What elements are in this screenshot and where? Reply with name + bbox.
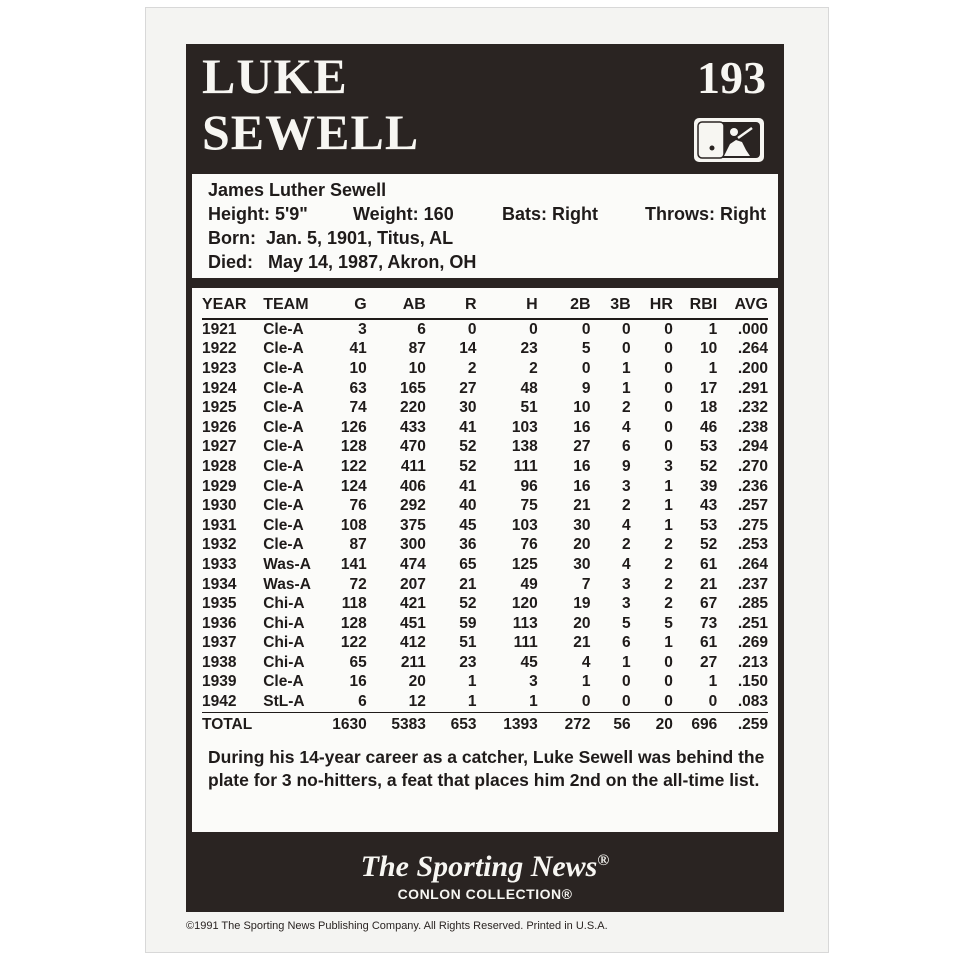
- stat-cell-hr: 0: [664, 340, 673, 358]
- stat-cell-avg: .294: [737, 438, 768, 456]
- stat-cell-team: Cle-A: [263, 399, 304, 417]
- stat-cell-2b: 20: [573, 536, 591, 554]
- full-name: James Luther Sewell: [208, 180, 387, 200]
- stat-cell-year: 1925: [202, 399, 237, 417]
- stat-cell-ab: 470: [399, 438, 426, 456]
- stat-cell-avg: .150: [737, 673, 768, 691]
- stat-cell-year: 1939: [202, 673, 237, 691]
- stat-cell-ab: 165: [399, 379, 426, 397]
- stat-cell-2b: 5: [581, 340, 591, 358]
- stat-cell-2b: 0: [581, 320, 591, 338]
- stat-cell-2b: 16: [573, 457, 591, 475]
- stat-cell-3b: 5: [622, 614, 631, 632]
- stat-cell-3b: 56: [591, 712, 631, 737]
- stat-cell-year: 1928: [202, 457, 237, 475]
- stat-cell-r: 14: [459, 340, 477, 358]
- stat-cell-r: 51: [459, 634, 477, 652]
- stat-cell-3b: 6: [622, 634, 631, 652]
- stat-cell-rbi: 10: [699, 340, 718, 358]
- stat-cell-avg: .275: [737, 516, 768, 534]
- stat-cell-r: 1: [467, 673, 477, 691]
- stat-cell-3b: 4: [622, 418, 631, 436]
- stat-cell-avg: .238: [737, 418, 768, 436]
- stat-cell-2b: 27: [573, 438, 591, 456]
- column-header-hr: HR: [631, 292, 673, 319]
- stat-cell-rbi: 39: [699, 477, 718, 495]
- stat-cell-h: 111: [513, 634, 538, 652]
- stat-cell-g: 87: [349, 536, 367, 554]
- stat-cell-avg: .200: [737, 359, 768, 377]
- stat-cell-g: 3: [358, 320, 367, 338]
- stat-cell-rbi: 17: [699, 379, 718, 397]
- stat-cell-avg: .291: [737, 379, 768, 397]
- stat-cell-rbi: 1: [708, 673, 718, 691]
- season-row: [202, 614, 768, 634]
- career-blurb: During his 14-year career as a catcher, Luke Sewell was behind the plate for 3 no-hitters, a feat that places him 2nd on the all-time list.: [208, 747, 765, 790]
- column-header-2b: 2B: [538, 292, 591, 319]
- stat-cell-hr: 0: [664, 438, 673, 456]
- stat-cell-h: 0: [529, 320, 538, 338]
- stat-cell-2b: 0: [581, 693, 591, 711]
- stat-cell-year: 1922: [202, 340, 237, 358]
- season-row: [202, 477, 768, 497]
- totals-row: [202, 712, 768, 737]
- stat-cell-year: 1927: [202, 438, 237, 456]
- stat-cell-2b: 21: [573, 634, 591, 652]
- stat-cell-r: 1: [467, 693, 477, 711]
- player-last-name: SEWELL: [202, 104, 420, 160]
- stat-cell-h: 49: [520, 575, 538, 593]
- stat-cell-g: 63: [349, 379, 367, 397]
- stat-cell-h: 1: [529, 693, 538, 711]
- stat-cell-3b: 3: [622, 595, 631, 613]
- season-row: [202, 319, 768, 340]
- brand-text: The Sporting News: [360, 850, 598, 883]
- stat-cell-year: 1933: [202, 555, 237, 573]
- stat-cell-3b: 0: [622, 693, 631, 711]
- conlon-collection-text: CONLON COLLECTION®: [397, 886, 573, 902]
- stat-cell-hr: 2: [664, 555, 673, 573]
- stat-cell-r: 52: [459, 595, 477, 613]
- height-text: Height: 5'9": [208, 204, 308, 224]
- stat-cell-team: Cle-A: [263, 438, 304, 456]
- stat-cell-ab: 12: [408, 693, 426, 711]
- stat-cell-3b: 0: [622, 673, 631, 691]
- stat-cell-rbi: 53: [699, 516, 718, 534]
- stat-cell-hr: 0: [664, 653, 673, 671]
- stat-cell-team: Cle-A: [263, 340, 304, 358]
- season-row: [202, 398, 768, 418]
- stat-cell-2b: 10: [573, 399, 591, 417]
- stat-cell-avg: .083: [737, 693, 768, 711]
- season-row: [202, 555, 768, 575]
- stat-cell-hr: 2: [664, 536, 673, 554]
- stat-cell-year: 1932: [202, 536, 237, 554]
- stat-cell-year: 1942: [202, 693, 237, 711]
- stat-cell-rbi: 46: [699, 418, 718, 436]
- stat-cell-3b: 9: [622, 457, 631, 475]
- stat-cell-r: 30: [459, 399, 477, 417]
- measurements-row: [208, 204, 766, 225]
- stat-cell-year: 1921: [202, 320, 237, 338]
- stat-cell-2b: 272: [538, 712, 591, 737]
- stat-cell-2b: 21: [573, 497, 591, 515]
- stat-cell-ab: 10: [408, 359, 426, 377]
- career-stats-table: [202, 292, 768, 737]
- stat-cell-team: Chi-A: [263, 595, 305, 613]
- stat-cell-g: 1630: [324, 712, 366, 737]
- stat-cell-3b: 2: [622, 536, 631, 554]
- stat-cell-h: 76: [520, 536, 538, 554]
- stat-cell-r: 41: [459, 477, 477, 495]
- season-row: [202, 653, 768, 673]
- stat-cell-avg: .264: [737, 555, 768, 573]
- stat-cell-h: 48: [520, 379, 538, 397]
- stat-cell-g: 10: [349, 359, 367, 377]
- stat-cell-ab: 474: [399, 555, 426, 573]
- throws-text: Throws: Right: [645, 204, 767, 224]
- stat-cell-r: 41: [459, 418, 477, 436]
- stat-cell-h: 23: [520, 340, 538, 358]
- stat-cell-2b: 30: [573, 555, 591, 573]
- stat-cell-3b: 4: [622, 516, 631, 534]
- column-header-rbi: RBI: [673, 292, 717, 319]
- stat-cell-h: 120: [511, 595, 538, 613]
- stat-cell-g: 141: [340, 555, 367, 573]
- stat-cell-2b: 16: [573, 418, 591, 436]
- stat-cell-h: 45: [520, 653, 538, 671]
- stat-cell-3b: 4: [622, 555, 631, 573]
- season-row: [202, 438, 768, 458]
- stat-cell-avg: .259: [717, 712, 768, 737]
- stats-panel: [192, 288, 778, 832]
- stat-cell-rbi: 52: [699, 536, 718, 554]
- column-header-team: TEAM: [263, 292, 324, 319]
- stat-cell-ab: 375: [399, 516, 426, 534]
- season-row: [202, 536, 768, 556]
- stat-cell-r: 0: [467, 320, 477, 338]
- stat-cell-g: 128: [340, 614, 367, 632]
- born-text: Born: Jan. 5, 1901, Titus, AL: [208, 228, 454, 248]
- mlb-logo-icon: [694, 118, 764, 162]
- baseball-card-back: [146, 8, 828, 952]
- stat-cell-3b: 3: [622, 575, 631, 593]
- stat-cell-r: 36: [459, 536, 477, 554]
- stat-cell-ab: 406: [399, 477, 426, 495]
- player-first-name: LUKE: [202, 48, 348, 104]
- stat-cell-h: 1393: [477, 712, 538, 737]
- stat-cell-avg: .232: [737, 399, 768, 417]
- stat-cell-h: 3: [529, 673, 538, 691]
- season-row: [202, 457, 768, 477]
- stat-cell-hr: 20: [631, 712, 673, 737]
- stat-cell-team: StL-A: [263, 693, 305, 711]
- stat-cell-h: 103: [511, 516, 538, 534]
- stat-cell-r: 52: [459, 457, 477, 475]
- stat-cell-g: 122: [340, 457, 367, 475]
- stat-cell-2b: 0: [581, 359, 591, 377]
- stat-cell-avg: .269: [737, 634, 768, 652]
- stat-cell-rbi: 61: [699, 555, 718, 573]
- stat-cell-team: Was-A: [263, 575, 311, 593]
- stat-cell-h: 113: [512, 614, 538, 632]
- stat-cell-ab: 451: [399, 614, 426, 632]
- stat-cell-hr: 5: [664, 614, 673, 632]
- stat-cell-avg: .253: [737, 536, 768, 554]
- stat-cell-rbi: 73: [699, 614, 718, 632]
- stat-cell-rbi: 43: [699, 497, 718, 515]
- stat-cell-3b: 1: [622, 359, 631, 377]
- stat-cell-hr: 3: [664, 457, 673, 475]
- stat-cell-team: Was-A: [263, 555, 311, 573]
- stat-cell-g: 65: [349, 653, 367, 671]
- stat-cell-r: 52: [459, 438, 477, 456]
- stat-cell-r: 653: [426, 712, 477, 737]
- weight-text: Weight: 160: [353, 204, 454, 224]
- stat-cell-2b: 1: [581, 673, 591, 691]
- stat-cell-2b: 9: [581, 379, 591, 397]
- stat-cell-avg: .000: [737, 320, 768, 338]
- stat-cell-ab: 292: [399, 497, 426, 515]
- stat-cell-rbi: 61: [699, 634, 718, 652]
- stat-cell-2b: 16: [573, 477, 591, 495]
- stat-cell-avg: .270: [737, 457, 768, 475]
- stat-cell-g: 76: [349, 497, 367, 515]
- mlb-logo-graphic: [694, 118, 764, 162]
- stat-cell-team: Cle-A: [263, 457, 304, 475]
- stat-cell-g: 122: [340, 634, 367, 652]
- stat-cell-team: Cle-A: [263, 418, 304, 436]
- stat-cell-h: 111: [513, 457, 538, 475]
- column-header-year: YEAR: [202, 292, 263, 319]
- stat-cell-h: 51: [520, 399, 538, 417]
- stat-cell-3b: 2: [622, 399, 631, 417]
- stat-cell-h: 103: [511, 418, 538, 436]
- stat-cell-ab: 300: [399, 536, 426, 554]
- stat-cell-ab: 87: [408, 340, 426, 358]
- stat-cell-ab: 433: [399, 418, 426, 436]
- column-header-g: G: [324, 292, 366, 319]
- stat-cell-r: 65: [459, 555, 477, 573]
- stat-cell-h: 2: [529, 359, 538, 377]
- stat-cell-rbi: 67: [699, 595, 718, 613]
- registered-mark: ®: [597, 852, 610, 869]
- stat-cell-3b: 1: [622, 653, 631, 671]
- stat-cell-hr: 0: [664, 418, 673, 436]
- stat-cell-rbi: 696: [673, 712, 717, 737]
- bats-text: Bats: Right: [502, 204, 599, 224]
- stat-cell-year: 1926: [202, 418, 237, 436]
- stat-cell-team: Cle-A: [263, 516, 304, 534]
- stat-cell-ab: 412: [399, 634, 426, 652]
- stat-cell-year: 1930: [202, 497, 237, 515]
- stat-cell-ab: 411: [400, 457, 426, 475]
- stat-cell-r: 27: [459, 379, 477, 397]
- stat-cell-hr: 1: [664, 477, 673, 495]
- stat-cell-r: 45: [459, 516, 477, 534]
- stat-cell-avg: .257: [737, 497, 768, 515]
- stat-cell-year: 1924: [202, 379, 237, 397]
- stat-cell-rbi: 27: [699, 653, 718, 671]
- stat-cell-3b: 0: [622, 340, 631, 358]
- stat-cell-hr: 0: [664, 673, 673, 691]
- stat-cell-h: 96: [520, 477, 538, 495]
- stat-cell-year: 1938: [202, 653, 237, 671]
- stat-cell-g: 124: [340, 477, 367, 495]
- column-header-h: H: [477, 292, 538, 319]
- card-number: 193: [697, 52, 766, 103]
- stat-cell-team: Cle-A: [263, 379, 304, 397]
- stats-body: [202, 319, 768, 737]
- stat-cell-g: 16: [349, 673, 367, 691]
- stat-cell-rbi: 21: [699, 575, 718, 593]
- stat-cell-avg: .213: [737, 653, 768, 671]
- sporting-news-logo: [186, 850, 784, 884]
- player-name: [202, 48, 420, 164]
- stat-cell-year: 1929: [202, 477, 237, 495]
- stat-cell-rbi: 1: [708, 359, 718, 377]
- stat-cell-year: 1936: [202, 614, 237, 632]
- stat-cell-2b: 20: [573, 614, 591, 632]
- stat-cell-3b: 2: [622, 497, 631, 515]
- died-text: Died: May 14, 1987, Akron, OH: [208, 252, 477, 272]
- stat-cell-team: Chi-A: [263, 634, 305, 652]
- stat-cell-team: Cle-A: [263, 673, 304, 691]
- card-frame: [186, 44, 784, 912]
- stat-cell-r: 21: [459, 575, 477, 593]
- stat-cell-2b: 19: [573, 595, 591, 613]
- stat-cell-team: [263, 712, 324, 737]
- stat-cell-3b: 1: [622, 379, 631, 397]
- stat-cell-r: 40: [459, 497, 477, 515]
- stat-cell-hr: 0: [664, 399, 673, 417]
- stat-cell-ab: 20: [408, 673, 426, 691]
- bio-panel: [192, 174, 778, 278]
- stat-cell-hr: 0: [664, 379, 673, 397]
- stat-cell-r: 23: [459, 653, 477, 671]
- stat-cell-team: Chi-A: [263, 653, 305, 671]
- stat-cell-ab: 6: [417, 320, 426, 338]
- stat-cell-team: Cle-A: [263, 320, 304, 338]
- season-row: [202, 340, 768, 360]
- stat-cell-avg: .264: [737, 340, 768, 358]
- stat-cell-team: Cle-A: [263, 359, 304, 377]
- stat-cell-ab: 211: [400, 653, 426, 671]
- stat-cell-3b: 3: [622, 477, 631, 495]
- stat-cell-hr: 2: [664, 595, 673, 613]
- stat-cell-g: 72: [349, 575, 367, 593]
- stat-cell-3b: 6: [622, 438, 631, 456]
- season-row: [202, 594, 768, 614]
- stat-cell-ab: 220: [399, 399, 426, 417]
- stat-cell-g: 128: [340, 438, 367, 456]
- stat-cell-rbi: 0: [708, 693, 718, 711]
- stat-cell-hr: 0: [664, 693, 673, 711]
- stat-cell-ab: 207: [399, 575, 426, 593]
- stat-cell-r: 2: [467, 359, 477, 377]
- stats-header-row: [202, 292, 768, 319]
- stat-cell-avg: .237: [737, 575, 768, 593]
- stat-cell-ab: 421: [399, 595, 426, 613]
- column-header-3b: 3B: [591, 292, 631, 319]
- stat-cell-hr: 0: [664, 359, 673, 377]
- stat-cell-ab: 5383: [367, 712, 426, 737]
- copyright-text: ©1991 The Sporting News Publishing Company. All Rights Reserved. Printed in U.S.A.: [186, 920, 608, 932]
- column-header-ab: AB: [367, 292, 426, 319]
- stat-cell-g: 108: [340, 516, 367, 534]
- column-header-r: R: [426, 292, 477, 319]
- stat-cell-year: TOTAL: [202, 712, 263, 737]
- stat-cell-2b: 4: [581, 653, 591, 671]
- stat-cell-h: 75: [520, 497, 538, 515]
- stat-cell-year: 1935: [202, 595, 237, 613]
- season-row: [202, 418, 768, 438]
- season-row: [202, 379, 768, 399]
- stat-cell-g: 126: [340, 418, 367, 436]
- stat-cell-hr: 1: [664, 634, 673, 652]
- stat-cell-2b: 7: [581, 575, 591, 593]
- stat-cell-hr: 2: [664, 575, 673, 593]
- stat-cell-team: Cle-A: [263, 497, 304, 515]
- stat-cell-g: 6: [358, 693, 367, 711]
- stat-cell-year: 1923: [202, 359, 237, 377]
- stat-cell-team: Cle-A: [263, 536, 304, 554]
- stat-cell-3b: 0: [622, 320, 631, 338]
- season-row: [202, 673, 768, 693]
- stat-cell-team: Chi-A: [263, 614, 305, 632]
- column-header-avg: AVG: [717, 292, 768, 319]
- season-row: [202, 359, 768, 379]
- stat-cell-hr: 0: [664, 320, 673, 338]
- stat-cell-r: 59: [459, 614, 477, 632]
- season-row: [202, 516, 768, 536]
- stat-cell-avg: .236: [737, 477, 768, 495]
- stat-cell-avg: .285: [737, 595, 768, 613]
- stat-cell-g: 41: [349, 340, 367, 358]
- stat-cell-year: 1937: [202, 634, 237, 652]
- season-row: [202, 692, 768, 712]
- stat-cell-rbi: 18: [699, 399, 718, 417]
- stat-cell-year: 1931: [202, 516, 237, 534]
- stat-cell-2b: 30: [573, 516, 591, 534]
- stat-cell-h: 125: [511, 555, 538, 573]
- stat-cell-h: 138: [511, 438, 538, 456]
- season-row: [202, 496, 768, 516]
- stat-cell-rbi: 53: [699, 438, 718, 456]
- stat-cell-rbi: 52: [699, 457, 718, 475]
- stat-cell-g: 118: [341, 595, 367, 613]
- season-row: [202, 575, 768, 595]
- stat-cell-avg: .251: [737, 614, 768, 632]
- stat-cell-hr: 1: [664, 516, 673, 534]
- stat-cell-team: Cle-A: [263, 477, 304, 495]
- stat-cell-hr: 1: [664, 497, 673, 515]
- stat-cell-rbi: 1: [708, 320, 718, 338]
- season-row: [202, 634, 768, 654]
- stat-cell-g: 74: [349, 399, 367, 417]
- stat-cell-year: 1934: [202, 575, 237, 593]
